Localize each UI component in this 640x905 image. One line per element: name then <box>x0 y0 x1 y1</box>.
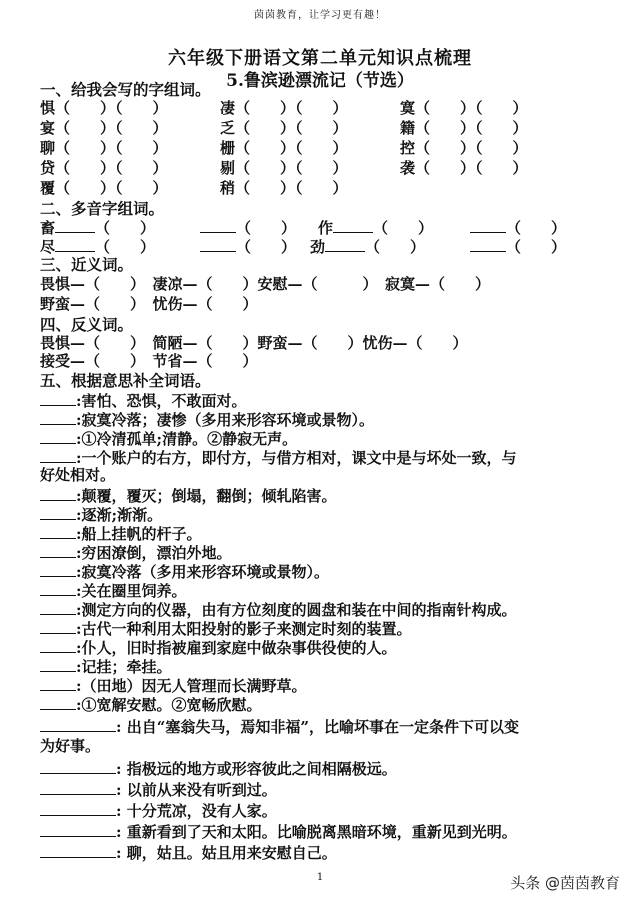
polyphone-item: （ ） <box>200 236 296 257</box>
char-row-item: 覆（ ）（ ） <box>40 179 168 197</box>
definition-item: :寂寞冷落；凄惨（多用来形容环境或景物）。 <box>40 409 374 430</box>
definition-item: :测定方向的仪器，由有方位刻度的圆盘和装在中间的指南针构成。 <box>40 599 517 620</box>
char-row-item: 籍（ ）（ ） <box>400 119 528 137</box>
section-2-heading: 二、多音字组词。 <box>40 199 165 218</box>
definition-item: : 聊，姑且。姑且用来安慰自己。 <box>40 842 337 863</box>
lesson-title: 5.鲁滨逊漂流记（节选） <box>226 71 414 91</box>
antonym-line: 接受—（ ） 节省—（ ） <box>40 352 258 370</box>
definition-item: :寂寞冷落（多用来形容环境或景物）。 <box>40 561 329 582</box>
char-row-item: 寞（ ）（ ） <box>400 99 528 117</box>
brand-watermark: 头条 @茵茵教育 <box>510 874 620 892</box>
definition-continuation: 为好事。 <box>40 737 101 755</box>
polyphone-item: （ ） <box>470 217 566 238</box>
polyphone-item: （ ） <box>470 236 566 257</box>
section-1-heading: 一、给我会写的字组词。 <box>40 80 211 99</box>
definition-item: :记挂；牵挂。 <box>40 656 172 677</box>
polyphone-item: 劲 （ ） <box>310 238 426 256</box>
char-row-item: 稍（ ）（ ） <box>220 179 348 197</box>
definition-item: :①冷清孤单;清静。②静寂无声。 <box>40 428 297 449</box>
definition-item: :（田地）因无人管理而长满野草。 <box>40 675 307 696</box>
char-row-item: 宴（ ）（ ） <box>40 119 168 137</box>
synonym-line: 畏惧—（ ） 凄凉—（ ）安慰—（ ） 寂寞—（ ） <box>40 275 491 293</box>
definition-item: :穷困潦倒，漂泊外地。 <box>40 542 232 563</box>
definition-item: :颠覆，覆灭；倒塌，翻倒；倾轧陷害。 <box>40 485 337 506</box>
polyphone-item: 作 （ ） <box>318 219 434 237</box>
char-row-item: 贷（ ）（ ） <box>40 159 168 177</box>
polyphone-item: 尽 （ ） <box>40 238 156 256</box>
definition-item: :船上挂帆的杆子。 <box>40 523 202 544</box>
section-5-heading: 五、根据意思补全词语。 <box>40 371 211 390</box>
section-3-heading: 三、近义词。 <box>40 255 134 274</box>
char-row-item: 凄（ ）（ ） <box>220 99 348 117</box>
page-header: 茵茵教育，让学习更有趣！ <box>254 10 386 21</box>
char-row-item: 控（ ）（ ） <box>400 139 528 157</box>
char-row-item: 栅（ ）（ ） <box>220 139 348 157</box>
definition-item: :关在圈里饲养。 <box>40 580 187 601</box>
definition-item: :古代一种利用太阳投射的影子来测定时刻的装置。 <box>40 618 412 639</box>
definition-item: : 以前从来没有听到过。 <box>40 779 277 800</box>
definition-item: :仆人，旧时指被雇到家庭中做杂事供役使的人。 <box>40 637 397 658</box>
polyphone-item: （ ） <box>200 217 296 238</box>
definition-item: : 指极远的地方或形容彼此之间相隔极远。 <box>40 758 397 779</box>
polyphone-item: 畜 （ ） <box>40 219 156 237</box>
definition-item: :逐渐;渐渐。 <box>40 504 162 525</box>
definition-continuation: 好处相对。 <box>40 466 116 484</box>
char-row-item: 剔（ ）（ ） <box>220 159 348 177</box>
synonym-line: 野蛮—（ ） 忧伤—（ ） <box>40 295 258 313</box>
char-row-item: 惧（ ）（ ） <box>40 99 168 117</box>
definition-item: :害怕、恐惧，不敢面对。 <box>40 390 247 411</box>
definition-item: : 出自“塞翁失马，焉知非福”，比喻坏事在一定条件下可以变 <box>40 716 519 737</box>
page-title: 六年级下册语文第二单元知识点梳理 <box>168 48 472 69</box>
definition-item: : 重新看到了天和太阳。比喻脱离黑暗环境，重新见到光明。 <box>40 821 517 842</box>
page-number: 1 <box>316 872 324 883</box>
antonym-line: 畏惧—（ ） 简陋—（ ）野蛮—（ ）忧伤—（ ） <box>40 334 468 352</box>
section-4-heading: 四、反义词。 <box>40 315 134 334</box>
definition-item: :①宽解安慰。②宽畅欣慰。 <box>40 694 262 715</box>
definition-item: :一个账户的右方，即付方，与借方相对，课文中是与坏处一致，与 <box>40 447 517 468</box>
char-row-item: 袭（ ）（ ） <box>400 159 528 177</box>
char-row-item: 乏（ ）（ ） <box>220 119 348 137</box>
char-row-item: 聊（ ）（ ） <box>40 139 168 157</box>
definition-item: : 十分荒凉，没有人家。 <box>40 800 277 821</box>
